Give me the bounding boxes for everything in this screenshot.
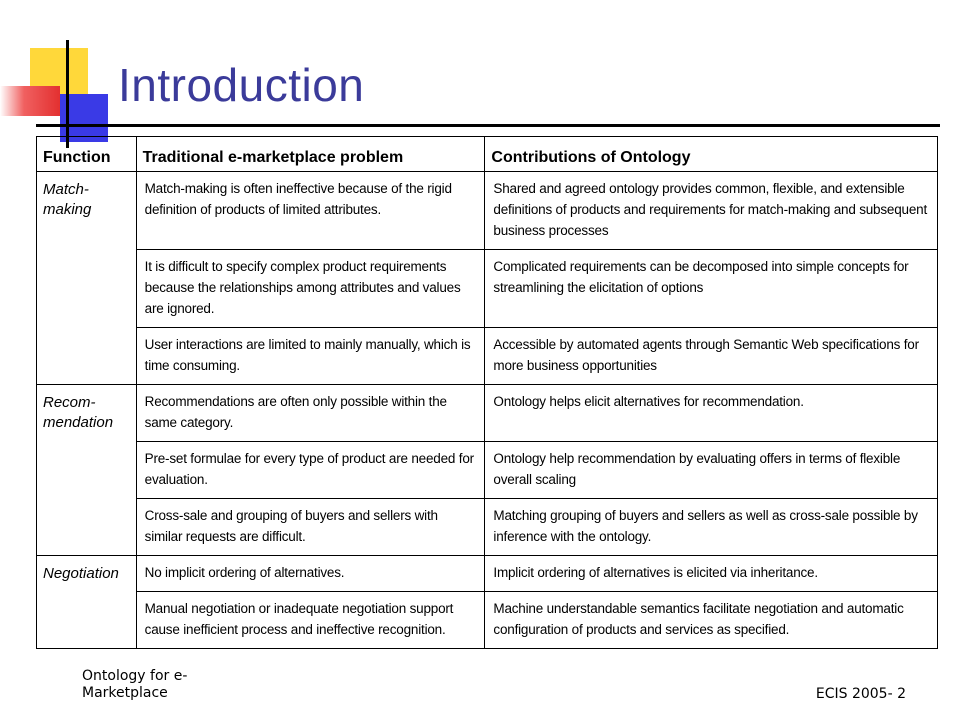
function-negotiation [37, 556, 137, 649]
problem-cell: It is difficult to specify complex product requirements because the relationships among attributes and values are ignored. [136, 250, 485, 328]
problem-cell: Manual negotiation or inadequate negotiation support cause inefficient process and ineffective recognition. [136, 592, 485, 649]
contribution-cell: Complicated requirements can be decomposed into simple concepts for streamlining the elicitation of options [485, 250, 938, 328]
table-row [37, 328, 938, 385]
problem-cell: User interactions are limited to mainly manually, which is time consuming. [136, 328, 485, 385]
table-header-row [37, 137, 938, 172]
title-underline [36, 124, 940, 127]
header-problem: Traditional e-marketplace problem [136, 137, 485, 172]
footer-presentation-title: Ontology for e-Marketplace [82, 668, 188, 701]
contribution-cell: Ontology help recommendation by evaluating offers in terms of flexible overall scaling [485, 442, 938, 499]
contribution-cell: Accessible by automated agents through Semantic Web specifications for more business opportunities [485, 328, 938, 385]
contribution-cell: Ontology helps elicit alternatives for recommendation. [485, 385, 938, 442]
header-function: Function [37, 137, 137, 172]
function-label: Recom- mendation [43, 394, 114, 431]
slide-title: Introduction [118, 59, 365, 111]
contribution-cell: Machine understandable semantics facilitate negotiation and automatic configuration of products and services as specified. [485, 592, 938, 649]
problem-cell: Cross-sale and grouping of buyers and sellers with similar requests are difficult. [136, 499, 485, 556]
table-row [37, 499, 938, 556]
table-row [37, 172, 938, 250]
contribution-cell: Matching grouping of buyers and sellers as well as cross-sale possible by inference with the ontology. [485, 499, 938, 556]
decor-vertical-line [66, 40, 69, 148]
problem-cell: Pre-set formulae for every type of product are needed for evaluation. [136, 442, 485, 499]
contribution-cell: Implicit ordering of alternatives is elicited via inheritance. [485, 556, 938, 592]
function-recommendation [37, 385, 137, 556]
function-matchmaking [37, 172, 137, 385]
function-label: Match- making [43, 181, 92, 218]
decor-red-bar [0, 86, 60, 116]
contribution-cell: Shared and agreed ontology provides common, flexible, and extensible definitions of products and requirements for match-making and subsequent business processes [485, 172, 938, 250]
table-row [37, 250, 938, 328]
header-contribution: Contributions of Ontology [485, 137, 938, 172]
table-row [37, 385, 938, 442]
table-row [37, 556, 938, 592]
comparison-table [36, 136, 938, 649]
problem-cell: Match-making is often ineffective because of the rigid definition of products of limited attributes. [136, 172, 485, 250]
problem-cell: Recommendations are often only possible within the same category. [136, 385, 485, 442]
footer-slide-number: ECIS 2005- 2 [815, 686, 906, 702]
function-label: Negotiation [43, 565, 119, 582]
comparison-table-container [36, 136, 938, 649]
table-row [37, 442, 938, 499]
table-row [37, 592, 938, 649]
problem-cell: No implicit ordering of alternatives. [136, 556, 485, 592]
